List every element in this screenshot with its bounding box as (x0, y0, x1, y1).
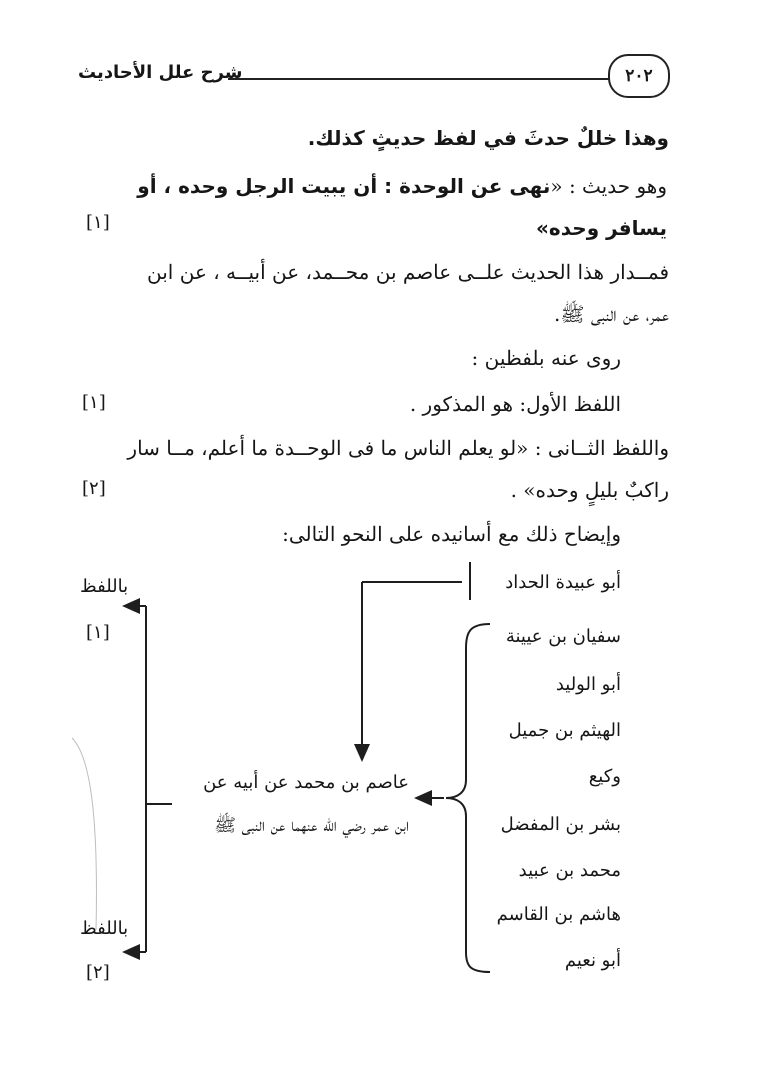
central-chain-line-2: ابن عمر رضي الله عنهما عن النبى ﷺ (214, 815, 409, 836)
hadith-text-2: يسافر وحده (548, 216, 667, 240)
narrator-item: سفيان بن عيينة (505, 626, 621, 647)
narrators-brace (446, 624, 490, 972)
clarify-line: وإيضاح ذلك مع أسانيده على النحو التالى: (282, 522, 621, 546)
narrator-item: وكيع (588, 766, 621, 787)
ref-lafz1: [١] (82, 392, 106, 413)
central-chain-line-1: عاصم بن محمد عن أبيه عن (203, 772, 409, 793)
narrator-item: أبو الوليد (555, 674, 621, 695)
para2-line: روى عنه بلفظين : (471, 346, 621, 370)
narrator-item: محمد بن عبيد (518, 860, 621, 881)
narrator-item: الهيثم بن جميل (508, 720, 621, 741)
hadith-text-1: نهى عن الوحدة : أن يبيت الرجل وحده ، أو (137, 174, 551, 198)
label-lafz-bottom: باللفظ (80, 918, 129, 939)
lafz2-line-2: راكبٌ بليلٍ وحده» . (510, 478, 669, 502)
ref-lafz-bottom: [٢] (86, 962, 110, 983)
hadith-close: » (536, 216, 549, 240)
para1-line-2: عمر، عن النبى ﷺ. (553, 302, 669, 326)
margin-scan-mark (72, 738, 96, 930)
running-header-title: شرح علل الأحاديث (78, 62, 243, 83)
intro-line: وهذا خللٌ حدثَ في لفظ حديثٍ كذلك. (307, 126, 669, 150)
narrator-item: بشر بن المفضل (500, 814, 621, 835)
page-number: ٢٠٢ (625, 66, 653, 86)
para1-line-1: فمــدار هذا الحديث علــى عاصم بن محــمد، عن أبيــه ، عن ابن (147, 260, 669, 284)
ref-lafz-top: [١] (86, 622, 110, 643)
label-lafz-top: باللفظ (80, 576, 129, 597)
lafz2-line-1: واللفظ الثــانى : «لو يعلم الناس ما فى الوحــدة ما أعلم، مــا سار (127, 436, 669, 460)
ref-lafz2: [٢] (82, 478, 106, 499)
top-narrator: أبو عبيدة الحداد (505, 572, 621, 593)
hadith-intro: وهو حديث : « (550, 174, 667, 198)
narrator-item: أبو نعيم (564, 950, 621, 971)
narrator-item: هاشم بن القاسم (496, 904, 621, 925)
lafz1-line: اللفظ الأول: هو المذكور . (409, 392, 621, 416)
ref-hadith: [١] (86, 212, 110, 233)
